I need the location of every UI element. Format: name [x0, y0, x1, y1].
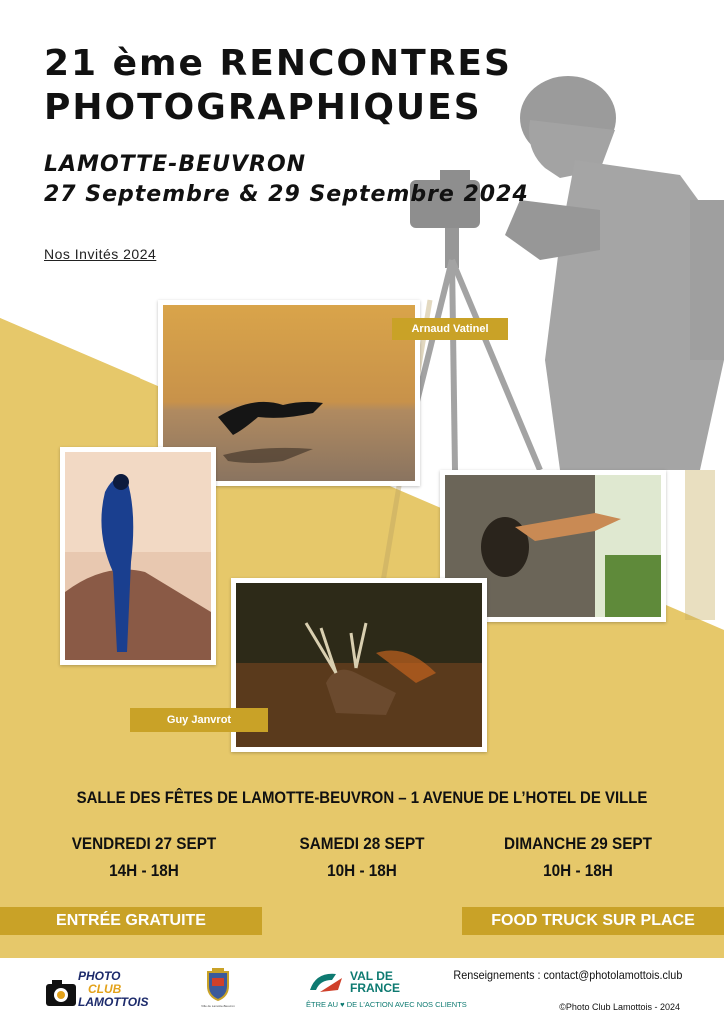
schedule-saturday [263, 830, 461, 884]
guests-heading: Nos Invités 2024 [44, 246, 157, 262]
event-dates: 27 Septembre & 29 Septembre 2024 [44, 182, 529, 207]
poster-title [44, 42, 512, 130]
photo-blue-bird-on-rock [60, 447, 216, 665]
footer [0, 958, 724, 1024]
photographer-tag-guy: Guy Janvrot [130, 708, 268, 732]
event-location: LAMOTTE-BEUVRON [44, 152, 307, 177]
photographer-tag-arnaud: Arnaud Vatinel [392, 318, 508, 340]
title-line-2: PHOTOGRAPHIQUES [44, 87, 482, 128]
schedule-hours: 10H - 18H [327, 861, 397, 880]
photo-deer [231, 578, 487, 752]
schedule-sunday [479, 830, 677, 884]
schedule-hours: 14H - 18H [109, 861, 179, 880]
club-name: PHOTO CLUB LAMOTTOIS [78, 969, 149, 1009]
photo-club-logo [44, 969, 149, 1012]
schedule-day: VENDREDI 27 SEPT [71, 834, 217, 853]
title-line-1: 21 ème RENCONTRES [44, 43, 512, 84]
town-crest-logo [200, 968, 236, 1014]
credit-agricole-logo [306, 970, 476, 1014]
sponsor-name: VAL DE FRANCE [350, 969, 400, 995]
schedule-hours: 10H - 18H [543, 861, 613, 880]
free-entry-banner: ENTRÉE GRATUITE [0, 907, 262, 935]
ca-icon [306, 970, 346, 998]
copyright: ©Photo Club Lamottois - 2024 [559, 1002, 680, 1012]
crest-icon [200, 968, 236, 1002]
town-caption: Ville de Lamotte-Beuvron [201, 1004, 235, 1008]
contact-info: Renseignements : contact@photolamottois.club [453, 968, 682, 982]
venue-address: SALLE DES FÊTES DE LAMOTTE-BEUVRON – 1 AVENUE DE L’HOTEL DE VILLE [76, 788, 648, 807]
schedule-day: SAMEDI 28 SEPT [299, 834, 425, 853]
sponsor-slogan: ÊTRE AU ♥ DE L'ACTION AVEC NOS CLIENTS [306, 1000, 467, 1009]
poster-subtitle [44, 150, 529, 210]
food-truck-banner: FOOD TRUCK SUR PLACE [462, 907, 724, 935]
schedule-day: DIMANCHE 29 SEPT [504, 834, 652, 853]
camera-icon [44, 976, 78, 1010]
schedule-friday [45, 830, 243, 884]
